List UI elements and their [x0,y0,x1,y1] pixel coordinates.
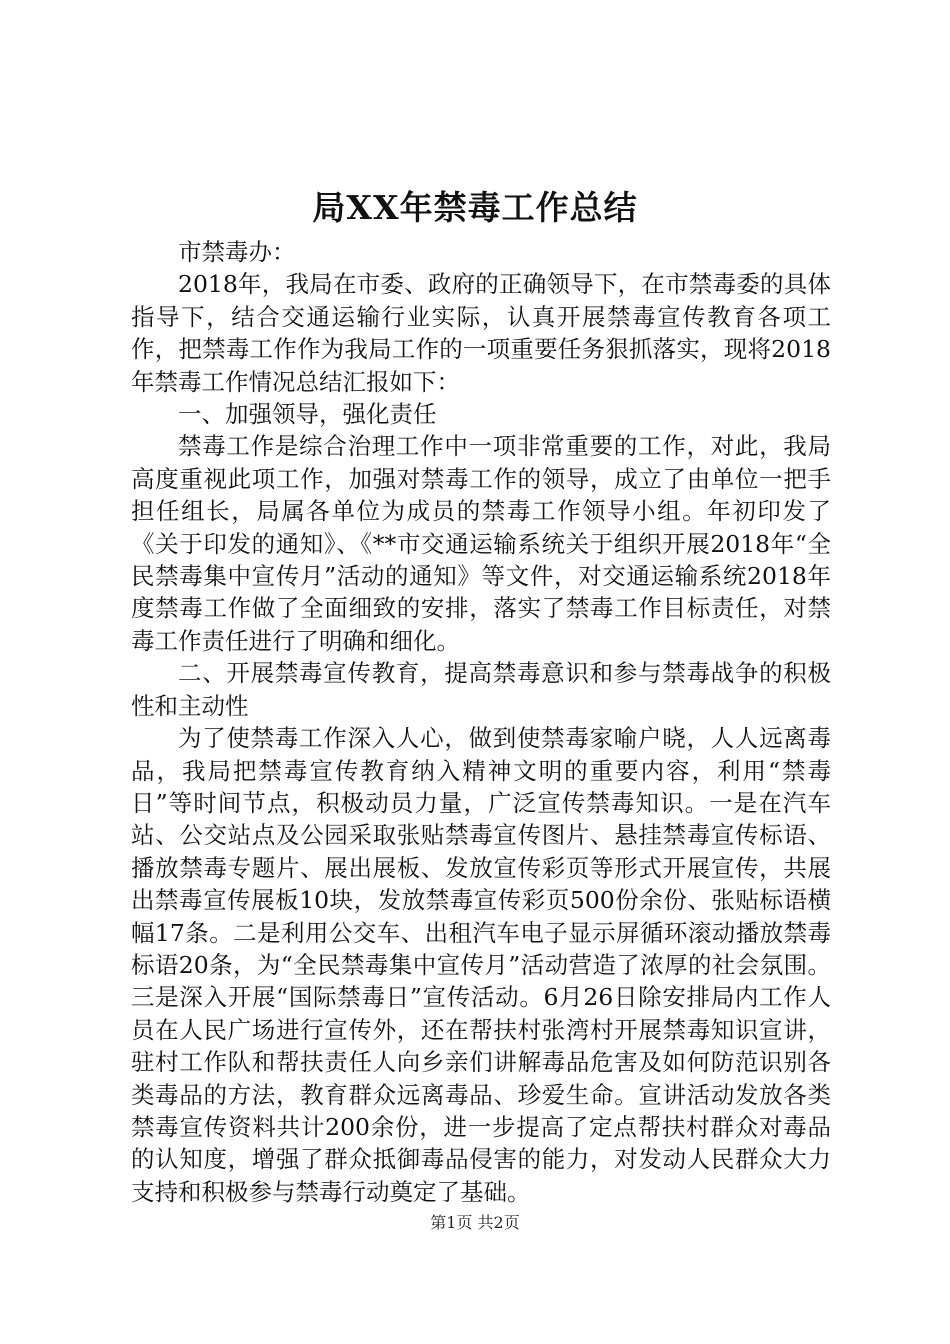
intro-paragraph: 2018年，我局在市委、政府的正确领导下，在市禁毒委的具体指导下，结合交通运输行业实际，认真开展禁毒宣传教育各项工作，把禁毒工作作为我局工作的一项重要任务狠抓落实，现将2018年禁毒工作情况总结汇报如下： [131,270,831,396]
section-heading-2: 二、开展禁毒宣传教育，提高禁毒意识和参与禁毒战争的积极性和主动性 [131,659,831,720]
page-number-footer: 第1页 共2页 [430,1213,520,1232]
document-body [131,236,831,1208]
document-title: 局XX年禁毒工作总结 [312,188,638,227]
section-paragraph-1: 禁毒工作是综合治理工作中一项非常重要的工作，对此，我局高度重视此项工作，加强对禁毒工作的领导，成立了由单位一把手担任组长，局属各单位为成员的禁毒工作领导小组。年初印发了《关于印发的通知》、《**市交通运输系统关于组织开展2018年“全民禁毒集中宣传月”活动的通知》等文件，对交通运输系统2018年度禁毒工作做了全面细致的安排，落实了禁毒工作目标责任，对禁毒工作责任进行了明确和细化。 [131,432,831,655]
section-heading-1: 一、加强领导，强化责任 [178,400,437,429]
section-paragraph-2: 为了使禁毒工作深入人心，做到使禁毒家喻户晓，人人远离毒品，我局把禁毒宣传教育纳入精神文明的重要内容，利用“禁毒日”等时间节点，积极动员力量，广泛宣传禁毒知识。一是在汽车站、公交站点及公园采取张贴禁毒宣传图片、悬挂禁毒宣传标语、播放禁毒专题片、展出展板、发放宣传彩页等形式开展宣传，共展出禁毒宣传展板10块，发放禁毒宣传彩页500份余份、张贴标语横幅17条。二是利用公交车、出租汽车电子显示屏循环滚动播放禁毒标语20条，为“全民禁毒集中宣传月”活动营造了浓厚的社会氛围。三是深入开展“国际禁毒日”宣传活动。6月26日除安排局内工作人员在人民广场进行宣传外，还在帮扶村张湾村开展禁毒知识宣讲，驻村工作队和帮扶责任人向乡亲们讲解毒品危害及如何防范识别各类毒品的方法，教育群众远离毒品、珍爱生命。宣讲活动发放各类禁毒宣传资料共计200余份，进一步提高了定点帮扶村群众对毒品的认知度，增强了群众抵御毒品侵害的能力，对发动人民群众大力支持和积极参与禁毒行动奠定了基础。 [131,724,831,1206]
salutation: 市禁毒办： [178,238,296,266]
